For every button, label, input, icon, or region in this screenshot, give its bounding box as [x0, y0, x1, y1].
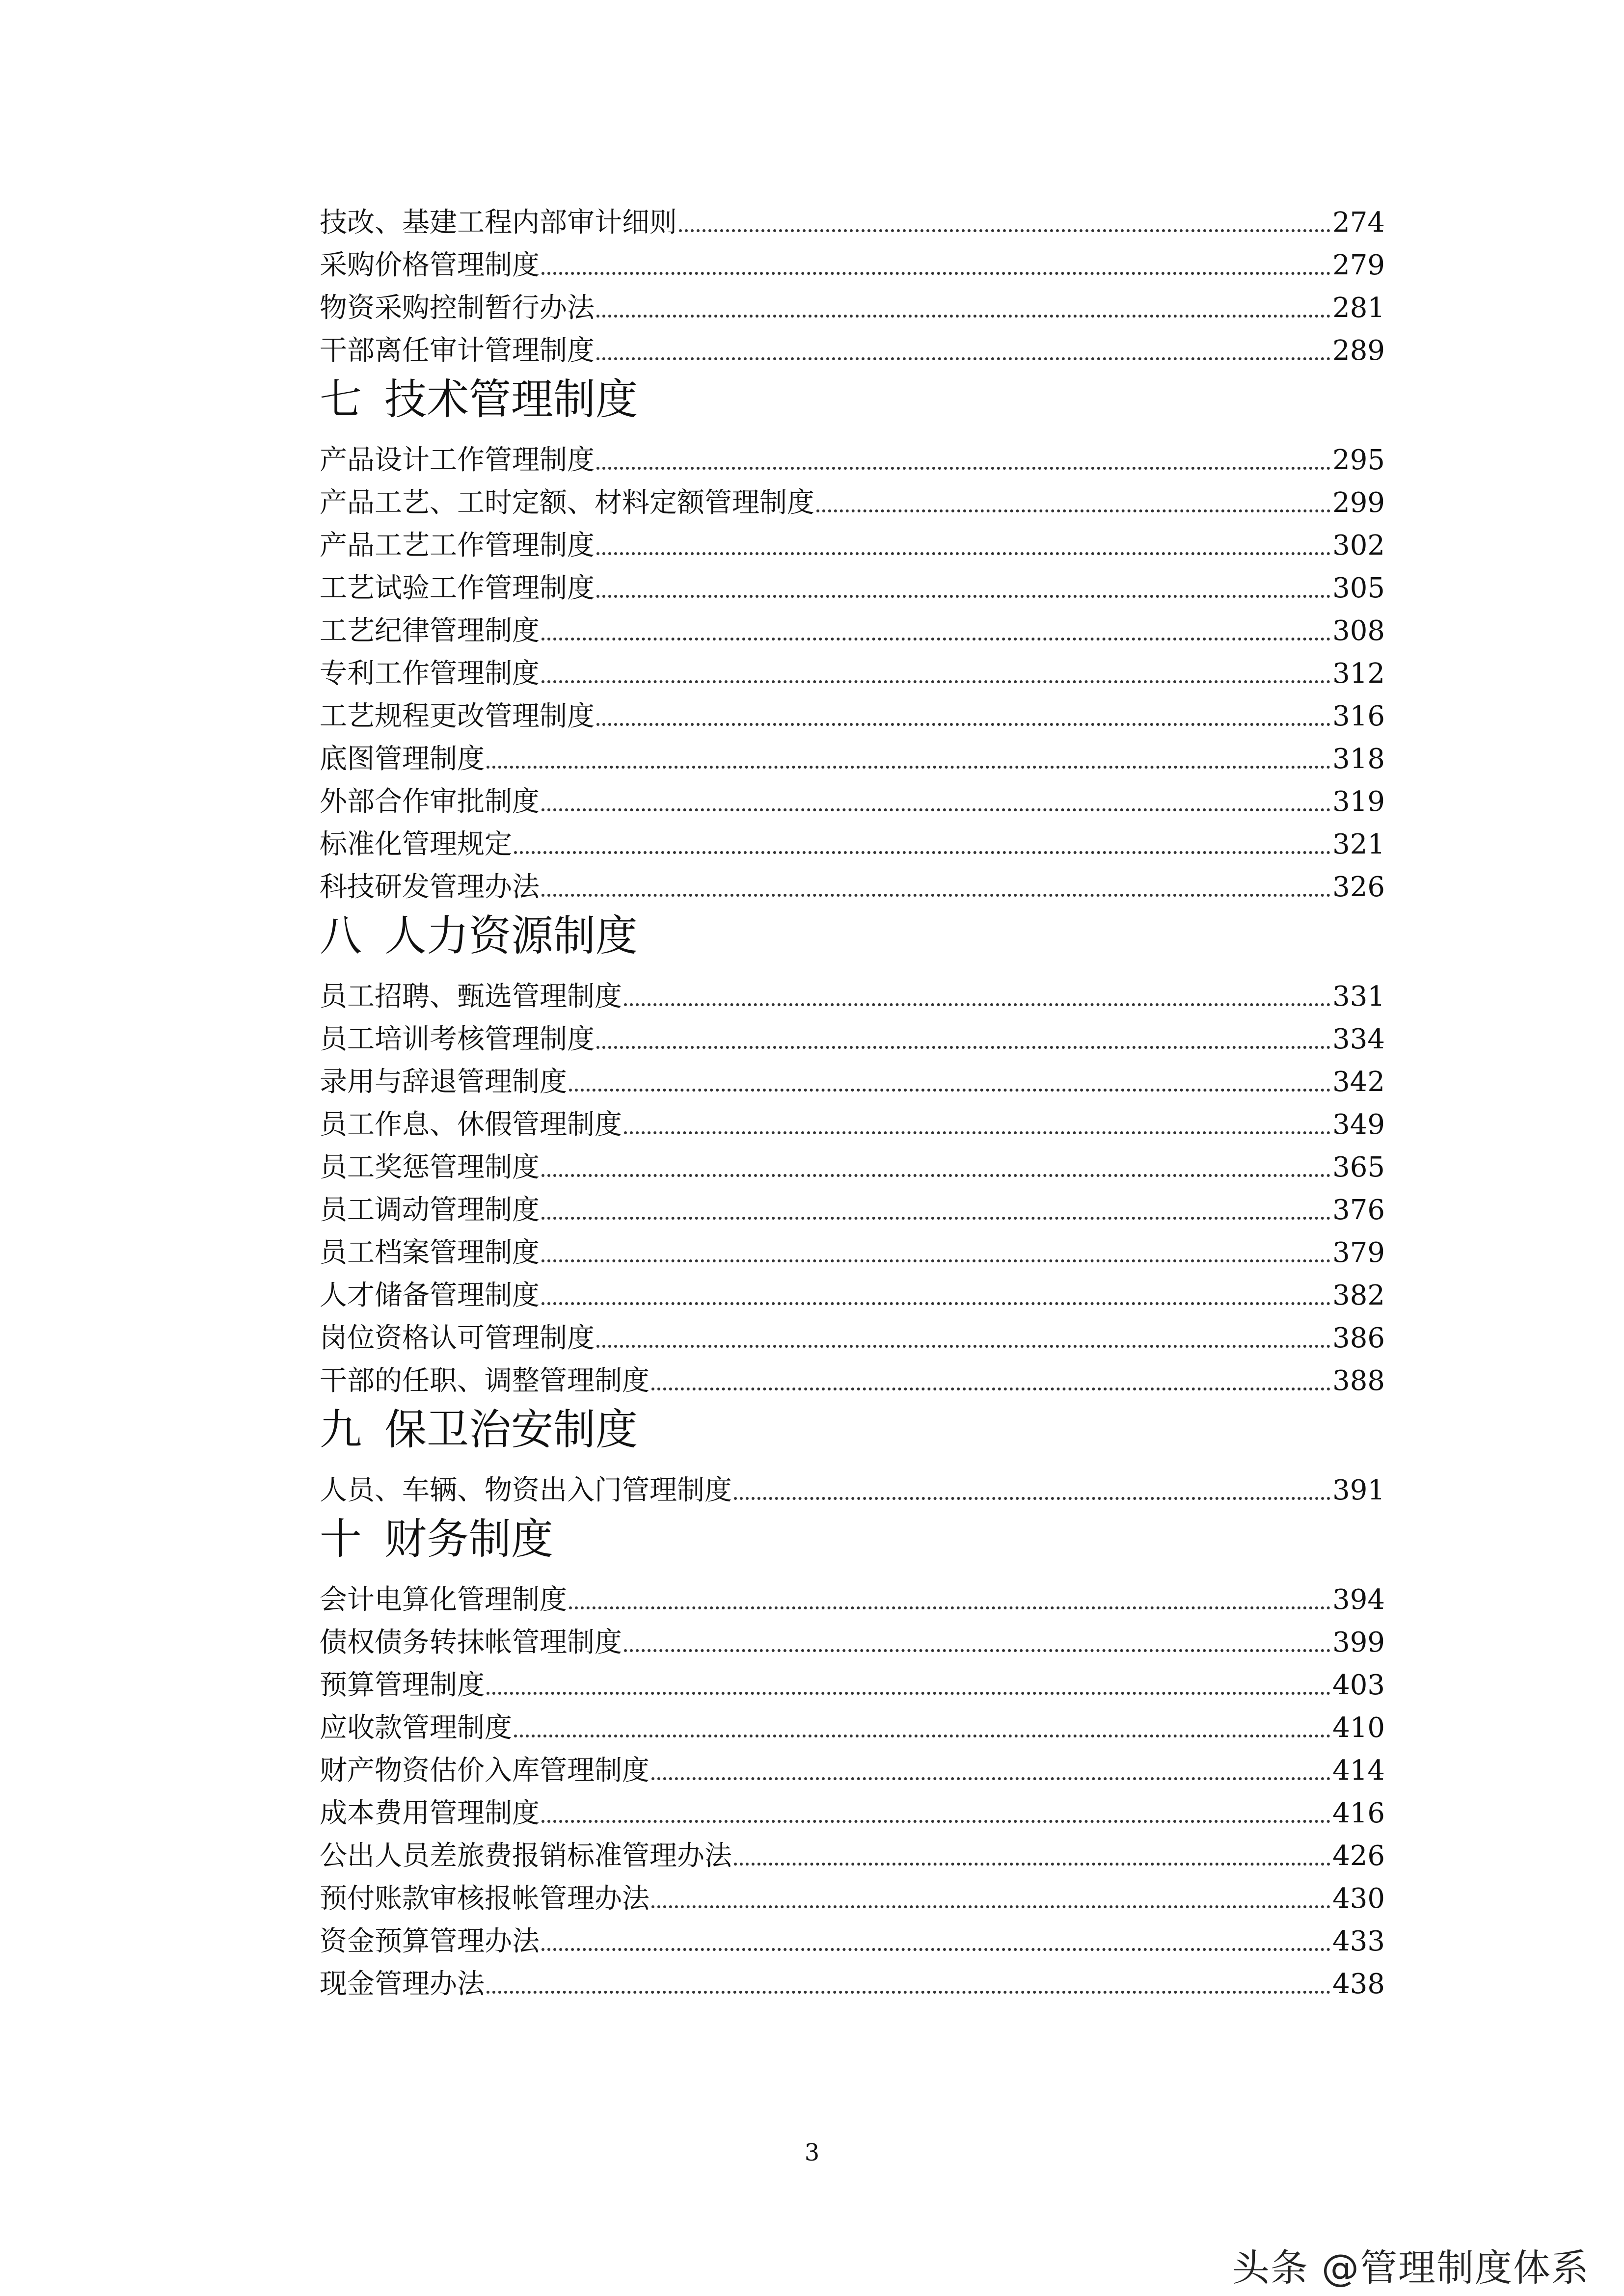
toc-entry-title: 现金管理办法 [320, 1968, 485, 2000]
toc-entry-title: 产品设计工作管理制度 [320, 444, 595, 476]
toc-entry[interactable] [320, 690, 1385, 733]
toc-entry-page: 326 [1332, 871, 1385, 903]
dot-leader [541, 638, 1330, 641]
toc-entry-title: 员工招聘、甄选管理制度 [320, 981, 622, 1013]
toc-entry-page: 318 [1332, 743, 1385, 775]
dot-leader [596, 1046, 1330, 1049]
toc-entry-page: 399 [1332, 1627, 1385, 1658]
toc-entry[interactable] [320, 733, 1385, 775]
dot-leader [514, 851, 1330, 854]
toc-entry-page: 414 [1332, 1755, 1385, 1787]
toc-entry[interactable] [320, 1056, 1385, 1098]
toc-entry[interactable] [320, 970, 1385, 1013]
toc-entry-page: 279 [1332, 249, 1385, 281]
toc-entry-page: 274 [1332, 207, 1385, 239]
dot-leader [734, 1863, 1330, 1866]
toc-entry[interactable] [320, 519, 1385, 562]
dot-leader [541, 894, 1330, 897]
toc-entry[interactable] [320, 196, 1385, 239]
toc-entry-page: 289 [1332, 335, 1385, 367]
toc-entry[interactable] [320, 1355, 1385, 1397]
toc-entry-title: 干部的任职、调整管理制度 [320, 1365, 650, 1397]
section-heading [320, 367, 1385, 434]
toc-entry-page: 430 [1332, 1883, 1385, 1915]
dot-leader [596, 315, 1330, 318]
dot-leader [651, 1905, 1330, 1908]
toc-entry-title: 债权债务转抹帐管理制度 [320, 1627, 622, 1658]
toc-entry-title: 技改、基建工程内部审计细则 [320, 207, 677, 239]
toc-entry-page: 394 [1332, 1584, 1385, 1616]
toc-entry[interactable] [320, 562, 1385, 605]
toc-entry[interactable] [320, 775, 1385, 818]
toc-entry-page: 376 [1332, 1194, 1385, 1226]
toc-entry-title: 采购价格管理制度 [320, 249, 540, 281]
section-title: 财务制度 [384, 1515, 553, 1564]
toc-entry-page: 316 [1332, 700, 1385, 732]
toc-entry[interactable] [320, 434, 1385, 477]
section-heading [320, 1397, 1385, 1464]
toc-entry[interactable] [320, 1269, 1385, 1312]
toc-entry-title: 工艺纪律管理制度 [320, 615, 540, 647]
toc-entry-page: 312 [1332, 658, 1385, 690]
toc-entry-page: 342 [1332, 1066, 1385, 1098]
toc-entry-title: 员工奖惩管理制度 [320, 1151, 540, 1183]
toc-entry-page: 302 [1332, 530, 1385, 561]
dot-leader [624, 1003, 1330, 1006]
toc-entry[interactable] [320, 1744, 1385, 1787]
toc-entry-title: 岗位资格认可管理制度 [320, 1322, 595, 1354]
toc-entry-title: 录用与辞退管理制度 [320, 1066, 567, 1098]
dot-leader [541, 1217, 1330, 1220]
toc-entry-title: 标准化管理规定 [320, 828, 512, 860]
toc-entry-page: 416 [1332, 1797, 1385, 1829]
dot-leader [541, 1259, 1330, 1262]
toc-entry-page: 433 [1332, 1925, 1385, 1957]
section-number: 七 [320, 375, 362, 424]
toc-entry-title: 预付账款审核报帐管理办法 [320, 1883, 650, 1915]
toc-entry-page: 386 [1332, 1322, 1385, 1354]
toc-entry-title: 干部离任审计管理制度 [320, 335, 595, 367]
toc-entry-title: 员工培训考核管理制度 [320, 1023, 595, 1055]
toc-entry[interactable] [320, 1013, 1385, 1056]
dot-leader [624, 1131, 1330, 1134]
toc-entry-page: 308 [1332, 615, 1385, 647]
toc-entry-title: 员工调动管理制度 [320, 1194, 540, 1226]
toc-entry-page: 299 [1332, 487, 1385, 519]
toc-entry[interactable] [320, 1227, 1385, 1269]
section-heading [320, 904, 1385, 970]
toc-entry-page: 382 [1332, 1280, 1385, 1311]
toc-entry-title: 应收款管理制度 [320, 1712, 512, 1744]
dot-leader [624, 1649, 1330, 1652]
toc-entry-title: 公出人员差旅费报销标准管理办法 [320, 1840, 732, 1872]
toc-entry[interactable] [320, 1702, 1385, 1744]
toc-entry-title: 科技研发管理办法 [320, 871, 540, 903]
dot-leader [541, 1820, 1330, 1823]
toc-entry-page: 388 [1332, 1365, 1385, 1397]
dot-leader [541, 1302, 1330, 1305]
section-number: 八 [320, 911, 362, 961]
toc-entry-title: 预算管理制度 [320, 1669, 485, 1701]
toc-entry-page: 379 [1332, 1237, 1385, 1269]
dot-leader [569, 1606, 1330, 1609]
toc-entry-page: 321 [1332, 828, 1385, 860]
toc-entry[interactable] [320, 818, 1385, 861]
toc-entry[interactable] [320, 1616, 1385, 1659]
dot-leader [487, 1692, 1330, 1695]
dot-leader [596, 467, 1330, 470]
toc-entry-title: 财产物资估价入库管理制度 [320, 1755, 650, 1787]
section-number: 九 [320, 1405, 362, 1454]
toc-entry[interactable] [320, 477, 1385, 519]
section-number: 十 [320, 1515, 362, 1564]
toc-entry-page: 281 [1332, 292, 1385, 324]
dot-leader [734, 1497, 1330, 1500]
dot-leader [514, 1735, 1330, 1737]
toc-entry[interactable] [320, 1141, 1385, 1184]
toc-entry-page: 426 [1332, 1840, 1385, 1872]
toc-entry-title: 员工作息、休假管理制度 [320, 1109, 622, 1141]
toc-entry-page: 305 [1332, 572, 1385, 604]
toc-entry-title: 底图管理制度 [320, 743, 485, 775]
toc-entry[interactable] [320, 1464, 1385, 1507]
toc-entry-page: 403 [1332, 1669, 1385, 1701]
dot-leader [487, 766, 1330, 769]
dot-leader [596, 357, 1330, 360]
toc-entry-title: 外部合作审批制度 [320, 786, 540, 818]
dot-leader [541, 1174, 1330, 1177]
toc-entry-title: 物资采购控制暂行办法 [320, 292, 595, 324]
toc-entry[interactable] [320, 1659, 1385, 1702]
toc-entry-title: 资金预算管理办法 [320, 1925, 540, 1957]
toc-entry-page: 319 [1332, 786, 1385, 818]
toc-entry[interactable] [320, 1787, 1385, 1830]
dot-leader [596, 723, 1330, 726]
toc-entry-title: 人才储备管理制度 [320, 1280, 540, 1311]
dot-leader [541, 808, 1330, 811]
toc-entry[interactable] [320, 1915, 1385, 1958]
section-title: 人力资源制度 [384, 911, 638, 961]
dot-leader [487, 1991, 1330, 1994]
toc-entry-title: 产品工艺、工时定额、材料定额管理制度 [320, 487, 814, 519]
toc-entry[interactable] [320, 1830, 1385, 1872]
toc-entry[interactable] [320, 1958, 1385, 2001]
section-title: 技术管理制度 [384, 375, 638, 424]
dot-leader [596, 552, 1330, 555]
toc-entry[interactable] [320, 605, 1385, 647]
toc-entry[interactable] [320, 239, 1385, 282]
dot-leader [596, 1345, 1330, 1348]
toc-entry[interactable] [320, 1184, 1385, 1227]
toc-entry-page: 334 [1332, 1023, 1385, 1055]
dot-leader [569, 1089, 1330, 1092]
toc-entry[interactable] [320, 1098, 1385, 1141]
dot-leader [816, 509, 1330, 512]
table-of-contents [320, 196, 1385, 2001]
section-title: 保卫治安制度 [384, 1405, 638, 1454]
toc-entry[interactable] [320, 1574, 1385, 1616]
toc-entry[interactable] [320, 282, 1385, 324]
page-number: 3 [804, 2139, 820, 2166]
toc-entry-page: 410 [1332, 1712, 1385, 1744]
dot-leader [541, 680, 1330, 683]
toc-entry-title: 人员、车辆、物资出入门管理制度 [320, 1474, 732, 1506]
toc-entry-page: 391 [1332, 1474, 1385, 1506]
toc-entry-page: 365 [1332, 1151, 1385, 1183]
dot-leader [541, 1948, 1330, 1951]
dot-leader [679, 229, 1330, 232]
toc-entry-page: 295 [1332, 444, 1385, 476]
toc-entry-page: 331 [1332, 981, 1385, 1013]
dot-leader [651, 1388, 1330, 1390]
toc-entry[interactable] [320, 647, 1385, 690]
dot-leader [541, 272, 1330, 275]
toc-entry-title: 员工档案管理制度 [320, 1237, 540, 1269]
toc-entry-page: 349 [1332, 1109, 1385, 1141]
toc-entry-title: 专利工作管理制度 [320, 658, 540, 690]
toc-entry[interactable] [320, 324, 1385, 367]
toc-entry-title: 工艺试验工作管理制度 [320, 572, 595, 604]
dot-leader [651, 1777, 1330, 1780]
toc-entry[interactable] [320, 1312, 1385, 1355]
toc-entry-title: 成本费用管理制度 [320, 1797, 540, 1829]
section-heading [320, 1507, 1385, 1574]
toc-entry-title: 工艺规程更改管理制度 [320, 700, 595, 732]
dot-leader [596, 595, 1330, 598]
toc-entry[interactable] [320, 1872, 1385, 1915]
toc-entry-title: 会计电算化管理制度 [320, 1584, 567, 1616]
toc-entry-page: 438 [1332, 1968, 1385, 2000]
watermark: 头条 @管理制度体系 [1232, 2246, 1590, 2290]
toc-entry-title: 产品工艺工作管理制度 [320, 530, 595, 561]
toc-entry[interactable] [320, 861, 1385, 904]
